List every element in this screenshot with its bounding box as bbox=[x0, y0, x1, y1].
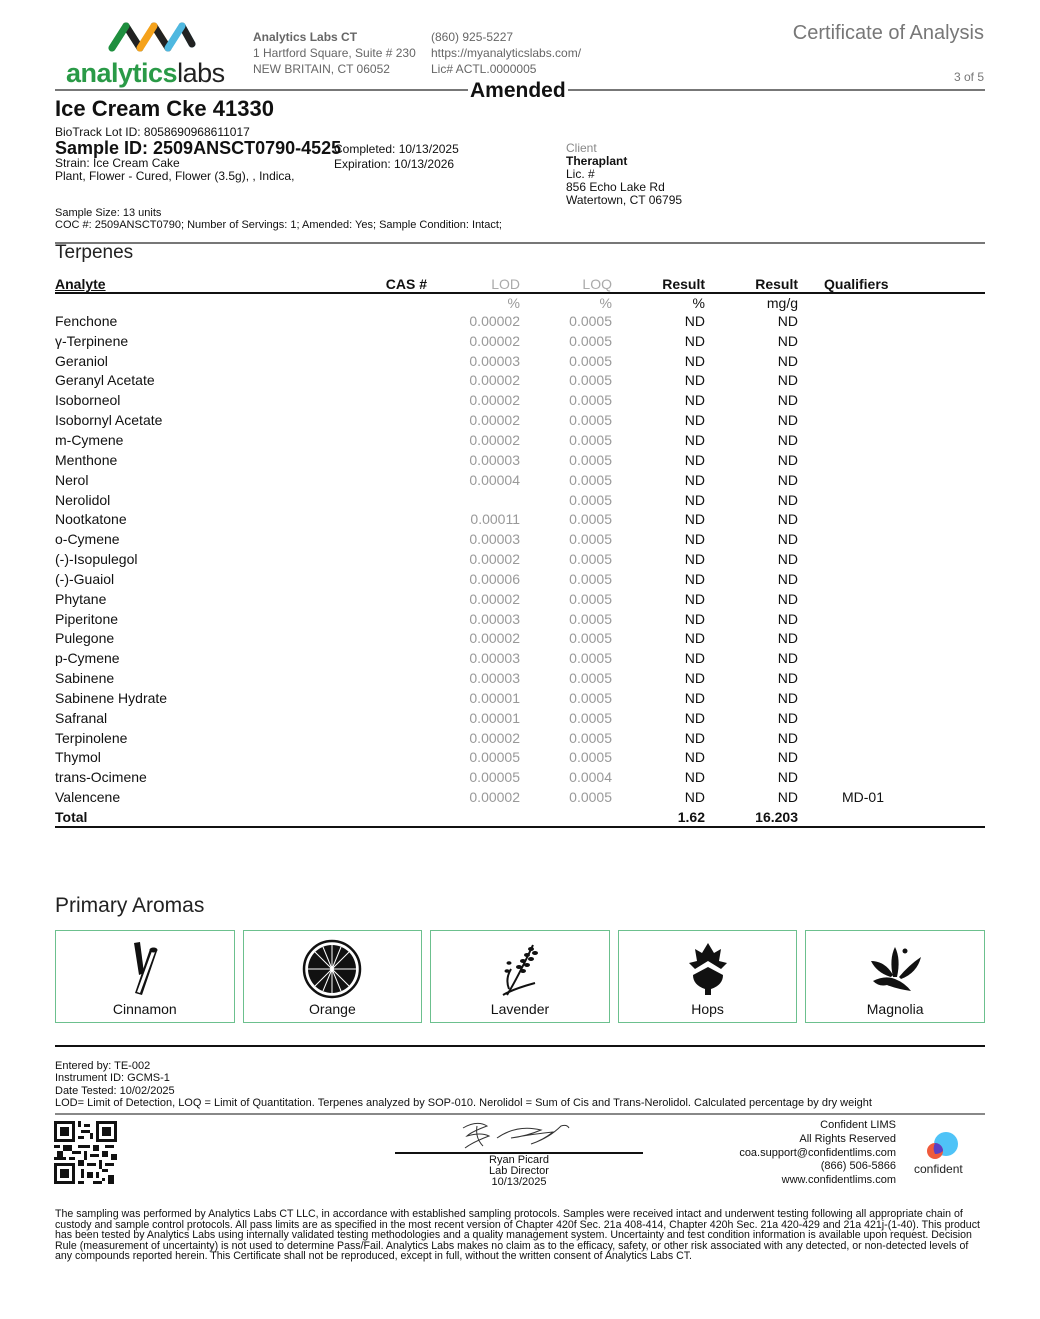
col-lod: LOD bbox=[491, 276, 520, 292]
lims-name: Confident LIMS bbox=[820, 1119, 896, 1131]
signature-block bbox=[395, 1118, 643, 1188]
table-row: o-Cymene 0.00003 0.0005 ND ND bbox=[55, 531, 798, 548]
document-title: Certificate of Analysis bbox=[792, 22, 984, 44]
lavender-icon bbox=[493, 939, 547, 999]
table-row: Sabinene 0.00003 0.0005 ND ND bbox=[55, 670, 798, 687]
table-row: Pulegone 0.00002 0.0005 ND ND bbox=[55, 630, 798, 647]
disclaimer: The sampling was performed by Analytics Labs CT LLC, in accordance with established sampling protocols. Samples were received intact and underwent testing following all appropriate chain of custody and sample control protocols. All pass limits are as specified in the most recent version of Chapter 420f Sec. 21a 408-414, Chapter 420h Sec. 21a 420-429 and 21a 421j-(1-40). This product has been tested by Analytics Labs using internally validated testing methodologies and a quality management system. Uncertainty and test condition information is available upon request. Decision Rule (measurement of uncertainty) is not used to determine Pass/Fail. Analytics Labs makes no claim as to the efficacy, safety, or other risk associated with any detected, or non-detected levels of any compounds reported herein. This Certificate shall not be reproduced, except in full, without the written consent of Analytics Labs CT. bbox=[55, 1208, 980, 1262]
notes-divider bbox=[55, 1113, 985, 1115]
confident-wordmark: confident bbox=[914, 1162, 963, 1176]
sample-dates bbox=[334, 142, 459, 172]
col-analyte: Analyte bbox=[55, 276, 106, 292]
col-result-pct: Result bbox=[662, 276, 705, 292]
table-row: m-Cymene 0.00002 0.0005 ND ND bbox=[55, 431, 798, 448]
table-row: Terpinolene 0.00002 0.0005 ND ND bbox=[55, 729, 798, 746]
magnolia-icon bbox=[865, 939, 925, 999]
table-row: (-)-Isopulegol 0.00002 0.0005 ND ND bbox=[55, 551, 798, 568]
unit-loq: % bbox=[599, 294, 612, 311]
biotrack-lot-id: BioTrack Lot ID: 8058690968611017 bbox=[55, 125, 250, 139]
entered-by: Entered by: TE-002 bbox=[55, 1060, 151, 1072]
sample-meta bbox=[55, 207, 502, 231]
client-license: Lic. # bbox=[566, 167, 595, 181]
table-row: Geranyl Acetate 0.00002 0.0005 ND ND bbox=[55, 372, 798, 389]
orange-icon bbox=[302, 939, 362, 999]
table-row: Nootkatone 0.00011 0.0005 ND ND bbox=[55, 511, 798, 528]
lims-info bbox=[739, 1119, 896, 1188]
table-row: Isoborneol 0.00002 0.0005 ND ND bbox=[55, 392, 798, 409]
cinnamon-icon bbox=[120, 939, 170, 997]
col-qualifiers: Qualifiers bbox=[824, 276, 889, 292]
amended-badge: Amended bbox=[470, 79, 566, 102]
aroma-card-lavender bbox=[430, 930, 610, 1023]
client-address1: 856 Echo Lake Rd bbox=[566, 180, 665, 194]
table-row: Nerol 0.00004 0.0005 ND ND bbox=[55, 471, 798, 488]
client-name: Theraplant bbox=[566, 154, 628, 168]
aroma-label: Hops bbox=[691, 1001, 724, 1017]
lims-email[interactable]: coa.support@confidentlims.com bbox=[739, 1146, 896, 1159]
legend-note: LOD= Limit of Detection, LOQ = Limit of Quantitation. Terpenes analyzed by SOP-010. Nerolidol = Sum of Cis and Trans-Nerolidol. Calculated percentage by dry weight bbox=[55, 1097, 872, 1110]
coc-info: COC #: 2509ANSCT0790; Number of Servings: 1; Amended: Yes; Sample Condition: Intact; bbox=[55, 219, 502, 231]
table-row: Menthone 0.00003 0.0005 ND ND bbox=[55, 451, 798, 468]
table-row: Geraniol 0.00003 0.0005 ND ND bbox=[55, 352, 798, 369]
lims-rights: All Rights Reserved bbox=[799, 1132, 896, 1145]
aroma-card-hops bbox=[618, 930, 798, 1023]
col-loq: LOQ bbox=[582, 276, 612, 292]
lab-address-line2: NEW BRITAIN, CT 06052 bbox=[253, 62, 390, 76]
confident-logo-icon bbox=[922, 1130, 962, 1162]
completed-date: Completed: 10/13/2025 bbox=[334, 142, 459, 156]
logo-wave-icon bbox=[106, 18, 196, 54]
table-row: Fenchone 0.00002 0.0005 ND ND bbox=[55, 312, 798, 329]
sample-type: Plant, Flower - Cured, Flower (3.5g), , Indica, bbox=[55, 169, 295, 183]
table-header-row bbox=[55, 276, 985, 293]
lab-contact bbox=[431, 29, 581, 77]
client-block bbox=[566, 142, 682, 207]
expiration-date: Expiration: 10/13/2026 bbox=[334, 157, 455, 171]
unit-result-pct: % bbox=[692, 294, 705, 311]
product-name: Ice Cream Cke 41330 bbox=[55, 96, 274, 121]
table-row: Valencene 0.00002 0.0005 ND ND MD-01 bbox=[55, 789, 885, 806]
units-row bbox=[55, 293, 985, 311]
signature-icon bbox=[457, 1118, 577, 1152]
table-row: Isobornyl Acetate 0.00002 0.0005 ND ND bbox=[55, 412, 798, 429]
lab-license: Lic# ACTL.0000005 bbox=[431, 62, 537, 76]
table-row: Piperitone 0.00003 0.0005 ND ND bbox=[55, 610, 798, 627]
date-tested: Date Tested: 10/02/2025 bbox=[55, 1084, 175, 1097]
lab-address bbox=[253, 29, 416, 77]
confident-logo bbox=[910, 1130, 970, 1176]
sample-strain-block bbox=[55, 157, 294, 183]
aroma-card-orange bbox=[243, 930, 423, 1023]
table-row: Nerolidol 0.0005 ND ND bbox=[55, 491, 798, 508]
aroma-label: Cinnamon bbox=[112, 1001, 177, 1017]
aroma-label: Lavender bbox=[490, 1001, 550, 1017]
qr-code-icon[interactable] bbox=[54, 1121, 117, 1184]
test-notes bbox=[55, 1060, 872, 1110]
aromas-grid bbox=[55, 930, 985, 1023]
lab-address-line1: 1 Hartford Square, Suite # 230 bbox=[253, 46, 416, 60]
sample-id: Sample ID: 2509ANSCT0790-4525 bbox=[55, 138, 342, 158]
table-row: Sabinene Hydrate 0.00001 0.0005 ND ND bbox=[55, 689, 798, 706]
signer-name: Ryan Picard bbox=[489, 1154, 549, 1166]
total-label: Total bbox=[55, 807, 315, 827]
aroma-card-cinnamon bbox=[55, 930, 235, 1023]
unit-lod: % bbox=[507, 294, 520, 311]
strain: Strain: Ice Cream Cake bbox=[55, 156, 180, 170]
lims-website[interactable]: www.confidentlims.com bbox=[781, 1174, 896, 1187]
table-row: Phytane 0.00002 0.0005 ND ND bbox=[55, 590, 798, 607]
table-row: Thymol 0.00005 0.0005 ND ND bbox=[55, 749, 798, 766]
aroma-label: Orange bbox=[309, 1001, 356, 1017]
col-cas: CAS # bbox=[385, 276, 427, 292]
table-row: Safranal 0.00001 0.0005 ND ND bbox=[55, 709, 798, 726]
signer-title: Lab Director bbox=[489, 1165, 549, 1177]
table-row: (-)-Guaiol 0.00006 0.0005 ND ND bbox=[55, 570, 798, 587]
aromas-title: Primary Aromas bbox=[55, 894, 205, 917]
footer-divider bbox=[55, 1045, 985, 1047]
table-row: γ-Terpinene 0.00002 0.0005 ND ND bbox=[55, 332, 798, 349]
lims-phone: (866) 506-5866 bbox=[820, 1160, 896, 1173]
terpenes-table bbox=[55, 276, 985, 828]
page-number: 3 of 5 bbox=[953, 70, 984, 84]
client-address2: Watertown, CT 06795 bbox=[566, 193, 683, 207]
lab-website[interactable]: https://myanalyticslabs.com/ bbox=[431, 46, 582, 60]
lab-phone: (860) 925-5227 bbox=[431, 30, 514, 44]
col-result-mg: Result bbox=[755, 276, 798, 292]
total-pct: 1.62 bbox=[612, 807, 705, 827]
unit-result-mg: mg/g bbox=[766, 294, 798, 311]
total-row bbox=[55, 807, 985, 827]
table-row: p-Cymene 0.00003 0.0005 ND ND bbox=[55, 650, 798, 667]
logo-wordmark: analyticslabs bbox=[66, 58, 225, 88]
aroma-label: Magnolia bbox=[866, 1001, 924, 1017]
signature-date: 10/13/2025 bbox=[491, 1176, 547, 1188]
instrument-id: Instrument ID: GCMS-1 bbox=[55, 1072, 170, 1085]
signer-info bbox=[395, 1155, 643, 1188]
lab-name: Analytics Labs CT bbox=[253, 30, 358, 44]
client-label: Client bbox=[566, 141, 597, 155]
sample-size: Sample Size: 13 units bbox=[55, 207, 162, 219]
hops-icon bbox=[683, 939, 733, 999]
analytics-labs-logo bbox=[62, 18, 242, 90]
total-mg: 16.203 bbox=[705, 807, 798, 827]
aroma-card-magnolia bbox=[805, 930, 985, 1023]
section-divider bbox=[55, 242, 985, 244]
table-row: trans-Ocimene 0.00005 0.0004 ND ND bbox=[55, 769, 798, 786]
terpenes-title: Terpenes bbox=[55, 242, 134, 263]
